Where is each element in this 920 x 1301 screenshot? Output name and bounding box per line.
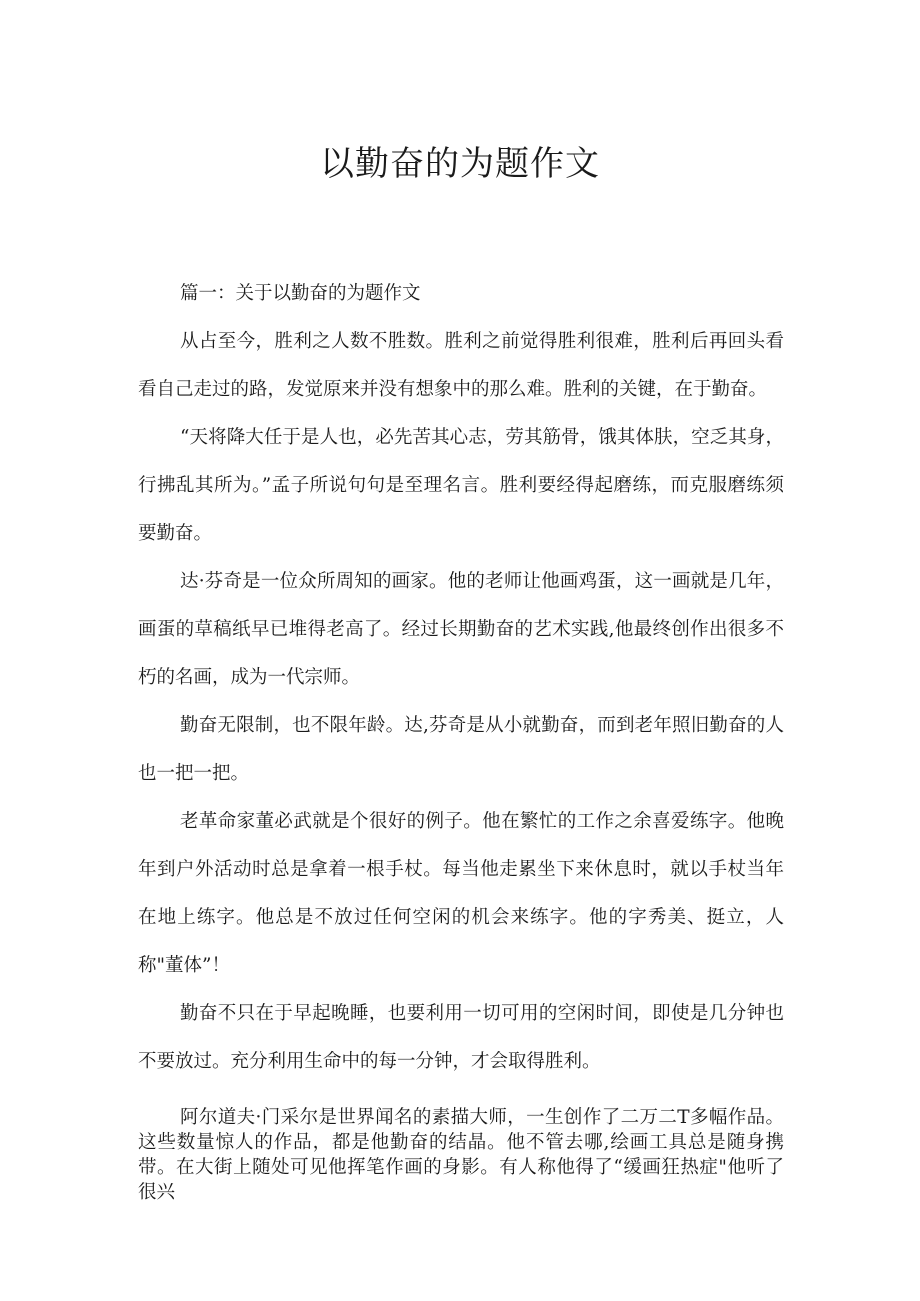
section-heading: 篇一：关于以勤奋的为题作文 — [180, 283, 421, 304]
paragraph: “天将降大任于是人也，必先苦其心志，劳其筋骨，饿其体肤，空乏其身，行拂乱其所为。”孟子所说句句是至理名言。胜利要经得起磨练，而克服磨练须要勤奋。 — [138, 427, 784, 544]
document-body — [138, 270, 784, 1205]
paragraph: 达·芬奇是一位众所周知的画家。他的老师让他画鸡蛋，这一画就是几年，画蛋的草稿纸早已堆得老高了。经过长期勤奋的艺术实践,他最终创作出很多不朽的名画，成为一代宗师。 — [138, 571, 784, 688]
paragraph: 勤奋不只在于早起晚睡，也要利用一切可用的空闲时间，即使是几分钟也不要放过。充分利用生命中的每一分钟，才会取得胜利。 — [138, 1003, 784, 1072]
paragraph: 阿尔道夫·门采尔是世界闻名的素描大师，一生创作了二万二T多幅作品。这些数量惊人的作品，都是他勤奋的结晶。他不管去哪,绘画工具总是随身携带。在大街上随处可见他挥笔作画的身影。有人称他得了“缓画狂热症"他听了很兴 — [138, 1107, 784, 1203]
paragraph: 勤奋无限制，也不限年龄。达,芬奇是从小就勤奋，而到老年照旧勤奋的人也一把一把。 — [138, 715, 784, 784]
document-title: 以勤奋的为题作文 — [320, 144, 600, 184]
paragraph: 从占至今，胜利之人数不胜数。胜利之前觉得胜利很难，胜利后再回头看看自己走过的路，发觉原来并没有想象中的那么难。胜利的关键，在于勤奋。 — [138, 331, 784, 400]
paragraph: 老革命家董必武就是个很好的例子。他在繁忙的工作之余喜爱练字。他晚年到户外活动时总是拿着一根手杖。每当他走累坐下来休息时，就以手杖当年在地上练字。他总是不放过任何空闲的机会来练字。他的字秀美、挺立，人称"董体”！ — [138, 811, 784, 976]
